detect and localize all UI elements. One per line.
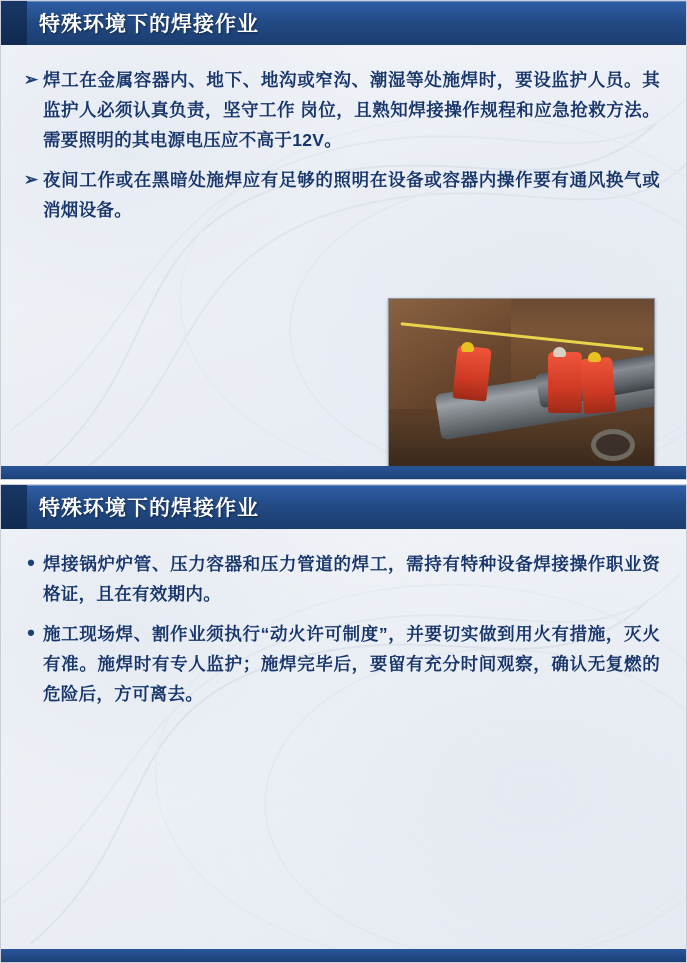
slide-1-title-bar: [1, 1, 686, 45]
slide-2-bullet-1-text: 焊接锅炉炉管、压力容器和压力管道的焊工，需持有特种设备焊接操作职业资格证，且在有效期内。: [43, 553, 660, 604]
photo-helmet-1: [461, 342, 474, 352]
slide-2-title-accent: [1, 485, 27, 529]
slide-1-bullet-2: [19, 165, 660, 225]
slide-2-title: 特殊环境下的焊接作业: [39, 496, 259, 520]
slide-2-bullet-2-text: 施工现场焊、割作业须执行“动火许可制度”，并要切实做到用火有措施，灭火有准。施焊时有专人监护；施焊完毕后，要留有充分时间观察，确认无复燃的危险后，方可离去。: [43, 623, 660, 704]
slide-1-bullet-1-text: 焊工在金属容器内、地下、地沟或窄沟、潮湿等处施焊时，要设监护人员。其监护人必须认真负责，坚守工作 岗位，且熟知焊接操作规程和应急抢救方法。需要照明的其电源电压应不高于12V。: [43, 70, 660, 150]
slide-2-bullet-2: [19, 619, 660, 709]
pipeline-welding-photo: [388, 298, 655, 478]
slide-1: [0, 0, 687, 480]
photo-helmet-3: [588, 352, 601, 362]
slide-2: [0, 484, 687, 963]
slide-2-title-bar: [1, 485, 686, 529]
slide-2-bullet-1: [19, 549, 660, 609]
slide-2-bottom-bar: [1, 949, 686, 962]
slide-1-bullet-2-text: 夜间工作或在黑暗处施焊应有足够的照明在设备或容器内操作要有通风换气或消烟设备。: [43, 170, 660, 220]
slide-1-title-accent: [1, 1, 27, 45]
slide-2-content: [1, 529, 686, 709]
bullet-marker-arrow-icon: ➢: [23, 170, 39, 189]
photo-worker-3: [581, 357, 617, 414]
slide-1-bottom-bar: [1, 466, 686, 479]
slide-1-title: 特殊环境下的焊接作业: [39, 13, 259, 36]
photo-helmet-2: [553, 347, 566, 357]
bullet-marker-dot-icon: •: [27, 549, 35, 575]
slide-1-bullet-1: [19, 65, 660, 155]
photo-worker-1: [453, 345, 493, 402]
bullet-marker-dot-icon: •: [27, 619, 35, 645]
slide-1-content: [1, 45, 686, 225]
photo-worker-2: [548, 352, 582, 413]
bullet-marker-arrow-icon: ➢: [23, 70, 39, 89]
